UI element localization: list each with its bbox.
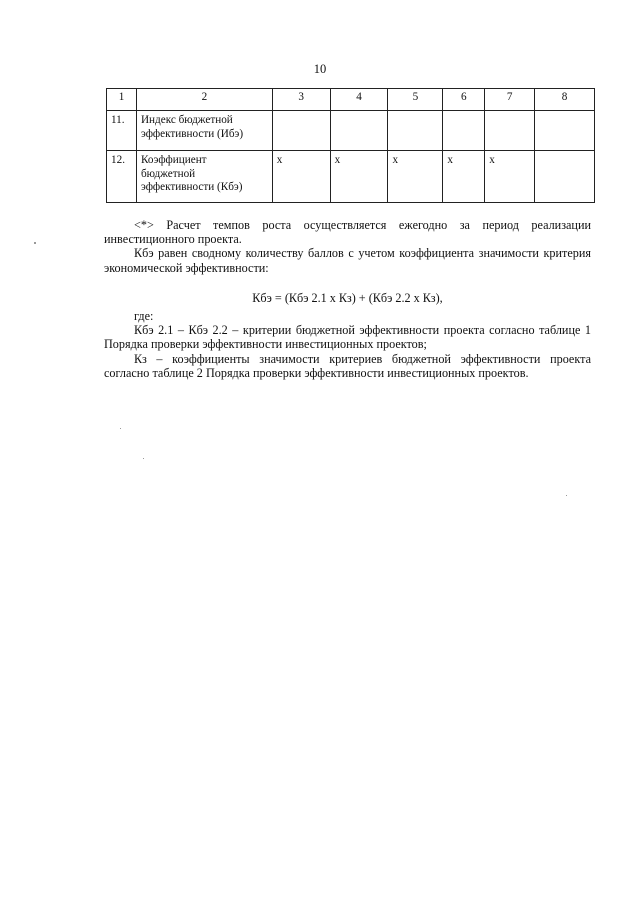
table-cell	[330, 111, 388, 151]
page-number: 10	[313, 62, 327, 76]
table-cell: х	[485, 151, 535, 203]
kbe-intro-paragraph: Кбэ равен сводному количеству баллов с учетом коэффициента значимости критерия экономической эффективности:	[104, 246, 591, 275]
scan-speck	[143, 458, 144, 459]
definition-kbe: Кбэ 2.1 – Кбэ 2.2 – критерии бюджетной эффективности проекта согласно таблице 1 Порядка проверки эффективности инвестиционных проектов;	[104, 323, 591, 352]
row-number: 11.	[107, 111, 137, 151]
table-cell	[388, 111, 443, 151]
table-cell	[485, 111, 535, 151]
formula: Кбэ = (Кбэ 2.1 х Кз) + (Кбэ 2.2 х Кз),	[252, 290, 443, 305]
row-name-line: эффективности (Кбэ)	[140, 181, 243, 193]
row-name	[136, 111, 272, 151]
header-cell: 1	[107, 89, 137, 111]
header-cell: 5	[388, 89, 443, 111]
table-row	[107, 111, 595, 151]
footnote-paragraph: <*> Расчет темпов роста осуществляется ежегодно за период реализации инвестиционного проекта.	[104, 218, 591, 247]
where-label: где:	[134, 309, 154, 324]
table-cell	[535, 151, 595, 203]
header-cell: 7	[485, 89, 535, 111]
row-name-line: бюджетной	[140, 167, 196, 180]
table-cell: х	[330, 151, 388, 203]
table-cell: х	[388, 151, 443, 203]
header-cell: 2	[136, 89, 272, 111]
body-text	[104, 218, 591, 380]
table-cell	[272, 111, 330, 151]
header-cell: 3	[272, 89, 330, 111]
table-header-row	[107, 89, 595, 111]
criteria-table	[106, 88, 595, 203]
header-cell: 6	[443, 89, 485, 111]
table-cell	[443, 111, 485, 151]
row-name	[136, 151, 272, 203]
table-cell: х	[272, 151, 330, 203]
row-name-line: эффективности (Ибэ)	[140, 127, 244, 140]
header-cell: 4	[330, 89, 388, 111]
table-cell	[535, 111, 595, 151]
definition-kz: Кз – коэффициенты значимости критериев бюджетной эффективности проекта согласно таблице 2 Порядка проверки эффективности инвестиционных проектов.	[104, 351, 591, 380]
row-name-line: Индекс бюджетной	[140, 114, 233, 126]
scan-speck	[120, 428, 121, 429]
scan-speck	[34, 242, 36, 244]
row-number: 12.	[107, 151, 137, 203]
table-row	[107, 151, 595, 203]
row-name-line: Коэффициент	[140, 154, 207, 166]
header-cell: 8	[535, 89, 595, 111]
table-cell: х	[443, 151, 485, 203]
scan-speck	[566, 495, 567, 496]
